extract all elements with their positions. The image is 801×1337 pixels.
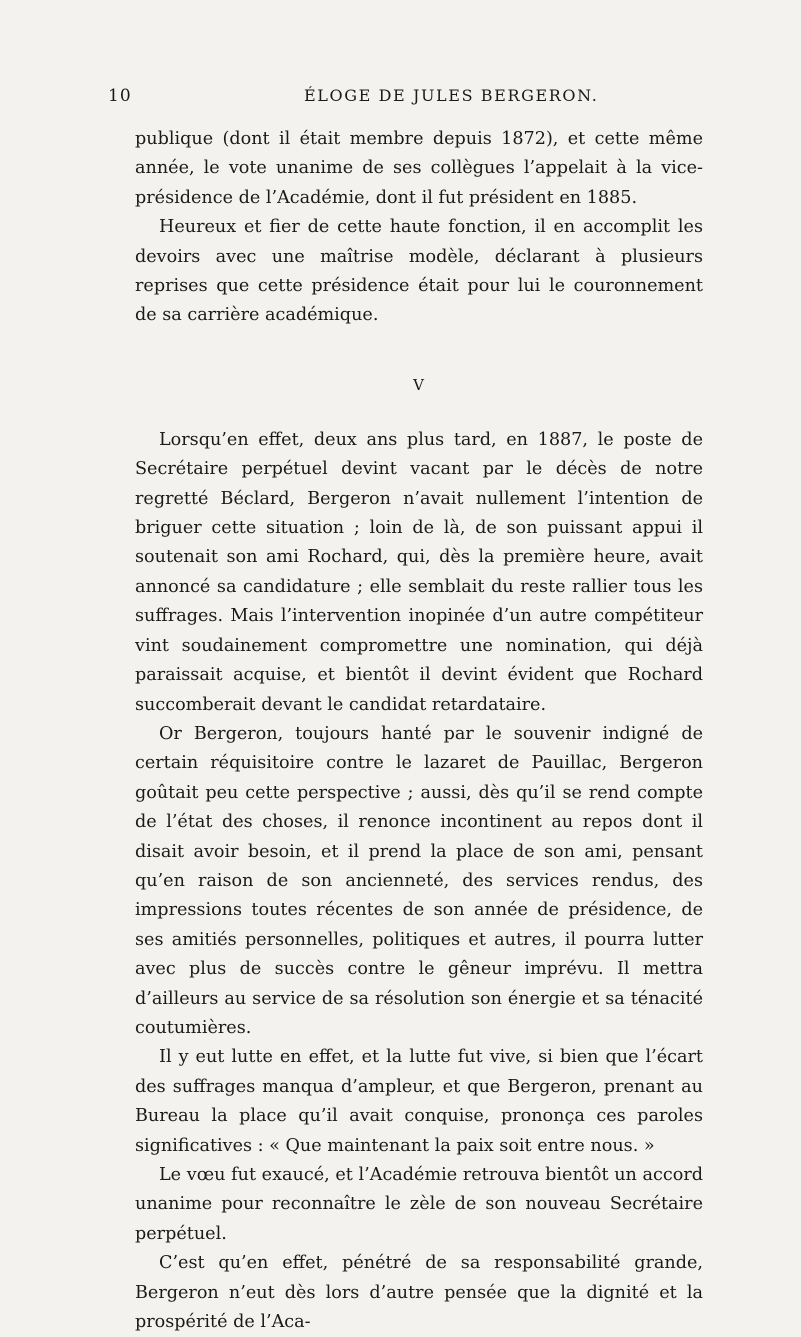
- section-heading: V: [413, 375, 425, 394]
- paragraph-continuation: publique (dont il était membre depuis 1872), et cette même année, le vote unanime de ses collègues l’appelait à la vice-présidence de l’Académie, dont il fut président en 1885.: [135, 129, 703, 208]
- paragraph: Or Bergeron, toujours hanté par le souvenir indigné de certain réquisitoire contre le lazaret de Pauillac, Bergeron goûtait peu cette perspective ; aussi, dès qu’il se rend compte de l’état des choses, il renonce incontinent au repos dont il disait avoir besoin, et il prend la place de son ami, pensant qu’en raison de son ancienneté, des services rendus, des impressions toutes récentes de son année de présidence, de ses amitiés personnelles, politiques et autres, il pourra lutter avec plus de succès contre le gêneur imprévu. Il mettra d’ailleurs au service de sa résolution son énergie et sa ténacité coutumières.: [135, 723, 703, 1038]
- running-head: [108, 86, 708, 112]
- paragraph: C’est qu’en effet, pénétré de sa responsabilité grande, Bergeron n’eut dès lors d’autre pensée que la dignité et la prospérité de l’Aca-: [135, 1253, 703, 1333]
- body-text: [135, 125, 703, 1337]
- running-title: ÉLOGE DE JULES BERGERON.: [304, 86, 599, 105]
- paragraph: Lorsqu’en effet, deux ans plus tard, en 1887, le poste de Secrétaire perpétuel devint vacant par le décès de notre regretté Béclard, Bergeron n’avait nullement l’intention de briguer cette situation ; loin de là, de son puissant appui il soutenait son ami Rochard, qui, dès la première heure, avait annoncé sa candidature ; elle semblait du reste rallier tous les suffrages. Mais l’intervention inopinée d’un autre compétiteur vint soudainement compromettre une nomination, qui déjà paraissait acquise, et bientôt il devint évident que Rochard succomberait devant le candidat retardataire.: [135, 429, 703, 715]
- paragraph: Heureux et fier de cette haute fonction, il en accomplit les devoirs avec une maîtrise modèle, déclarant à plusieurs reprises que cette présidence était pour lui le couronnement de sa carrière académique.: [135, 217, 703, 326]
- paragraph: Il y eut lutte en effet, et la lutte fut vive, si bien que l’écart des suffrages manqua d’ampleur, et que Bergeron, prenant au Bureau la place qu’il avait conquise, prononça ces paroles significatives : « Que maintenant la paix soit entre nous. »: [135, 1047, 703, 1156]
- paragraph: Le vœu fut exaucé, et l’Académie retrouva bientôt un accord unanime pour reconnaître le zèle de son nouveau Secrétaire perpétuel.: [135, 1165, 703, 1244]
- page-number: 10: [108, 86, 132, 106]
